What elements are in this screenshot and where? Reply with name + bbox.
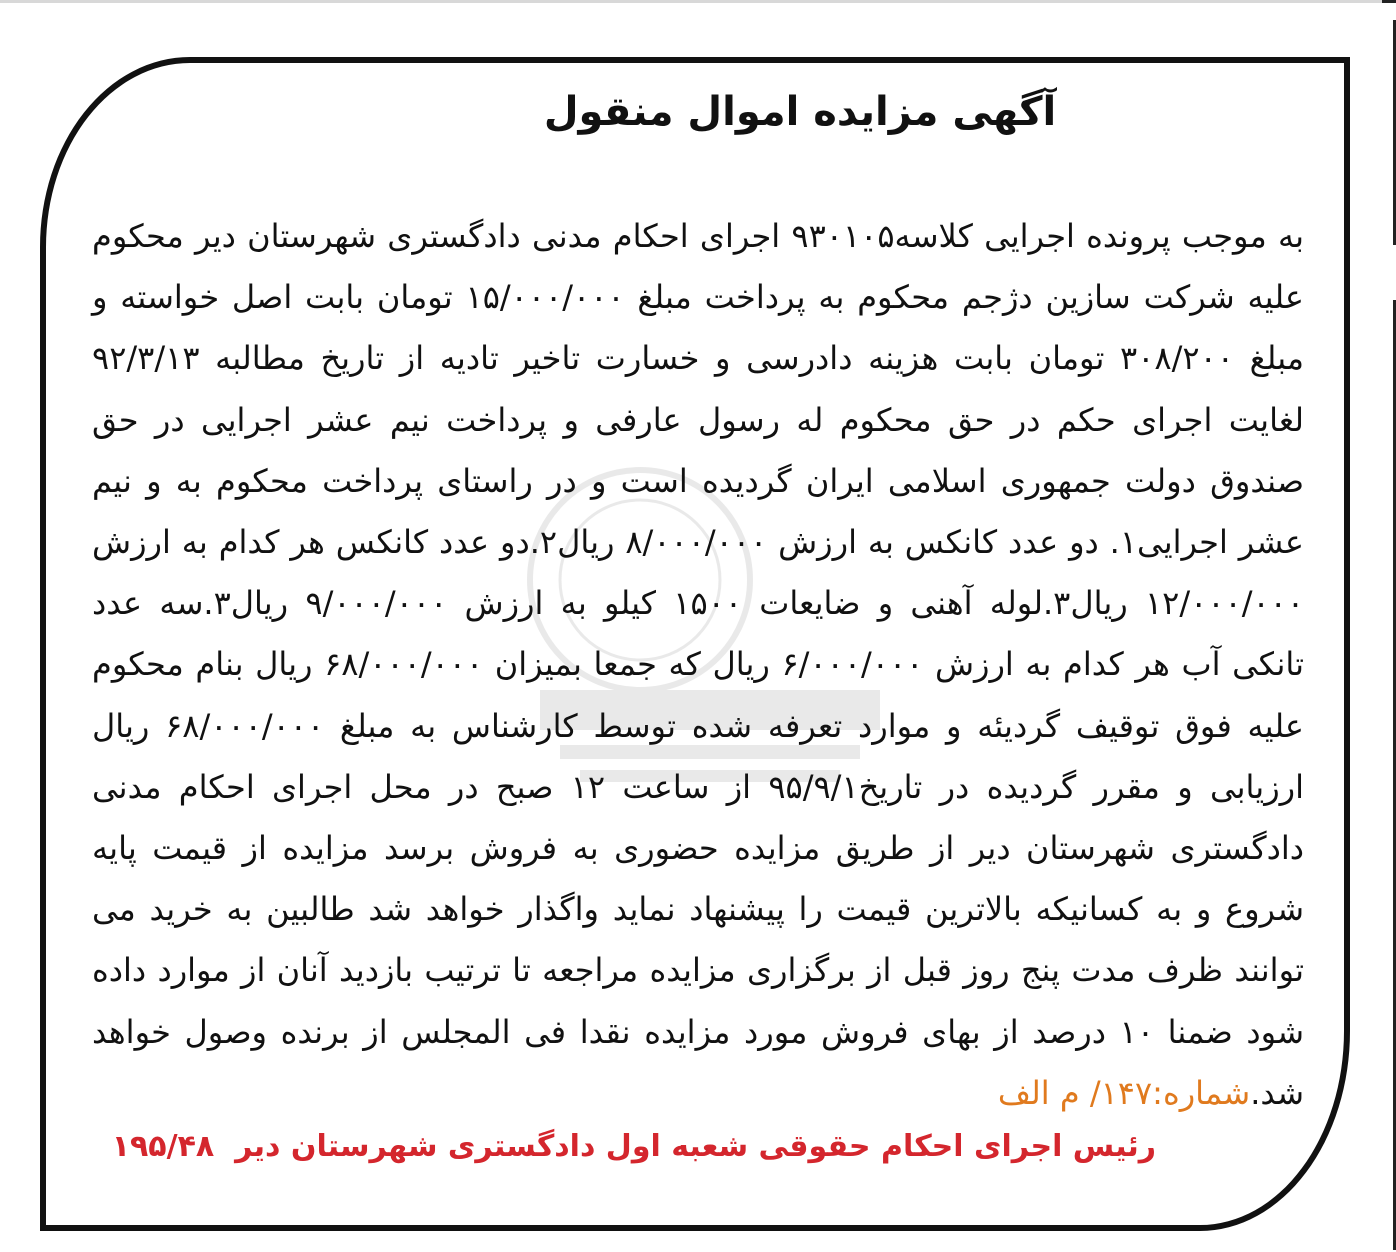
page-edge-corner (1382, 0, 1396, 3)
top-divider (0, 0, 1396, 3)
signature-line (96, 1122, 1156, 1172)
notice-body-text: به موجب پرونده اجرایی کلاسه۹۳۰۱۰۵ اجرای احکام مدنی دادگستری شهرستان دیر محکوم علیه شرکت سازین دژجم محکوم به پرداخت مبلغ ۱۵/۰۰۰/۰۰۰ تومان بابت اصل خواسته و مبلغ ۳۰۸/۲۰۰ تومان بابت هزینه دادرسی و خسارت تاخیر تادیه از تاریخ مطالبه ۹۲/۳/۱۳ لغایت اجرای حکم در حق محکوم له رسول عارفی و پرداخت نیم عشر اجرایی در حق صندوق دولت جمهوری اسلامی ایران گردیده است و در راستای پرداخت محکوم به و نیم عشر اجرایی۱. دو عدد کانکس به ارزش ۸/۰۰۰/۰۰۰ ریال۲.دو عدد کانکس هر کدام به ارزش ۱۲/۰۰۰/۰۰۰ ریال۳.لوله آهنی و ضایعات ۱۵۰۰ کیلو به ارزش ۹/۰۰۰/۰۰۰ ریال۳.سه عدد تانکی آب هر کدام به ارزش ۶/۰۰۰/۰۰۰ ریال که جمعا بمیزان ۶۸/۰۰۰/۰۰۰ ریال بنام محکوم علیه فوق توقیف گردیئه و موارد تعرفه شده توسط کارشناس به مبلغ ۶۸/۰۰۰/۰۰۰ ریال ارزیابی و مقرر گردیده در تاریخ۹۵/۹/۱ از ساعت ۱۲ صبح در محل اجرای احکام مدنی دادگستری شهرستان دیر از طریق مزایده حضوری به فروش برسد مزایده از قیمت پایه شروع و به کسانیکه بالاترین قیمت را پیشنهاد نماید واگذار خواهد شد طالبین به خرید می توانند ظرف مدت پنج روز قبل از برگزاری مزایده مراجعه تا ترتیب بازدید آنان از موارد داده شود ضمنا ۱۰ درصد از بهای فروش مورد مزایده نقدا فی المجلس از برنده وصول خواهد شد. (92, 217, 1305, 1112)
notice-title: آگهی مزایده اموال منقول (543, 89, 1057, 135)
signature-text: رئیس اجرای احکام حقوقی شعبه اول دادگستری شهرستان دیر (235, 1129, 1156, 1164)
signature-code: ۱۹۵/۴۸ (111, 1129, 215, 1164)
notice-body (92, 206, 1304, 1124)
reference-number: شماره:۱۴۷/ م الف (997, 1073, 1251, 1112)
